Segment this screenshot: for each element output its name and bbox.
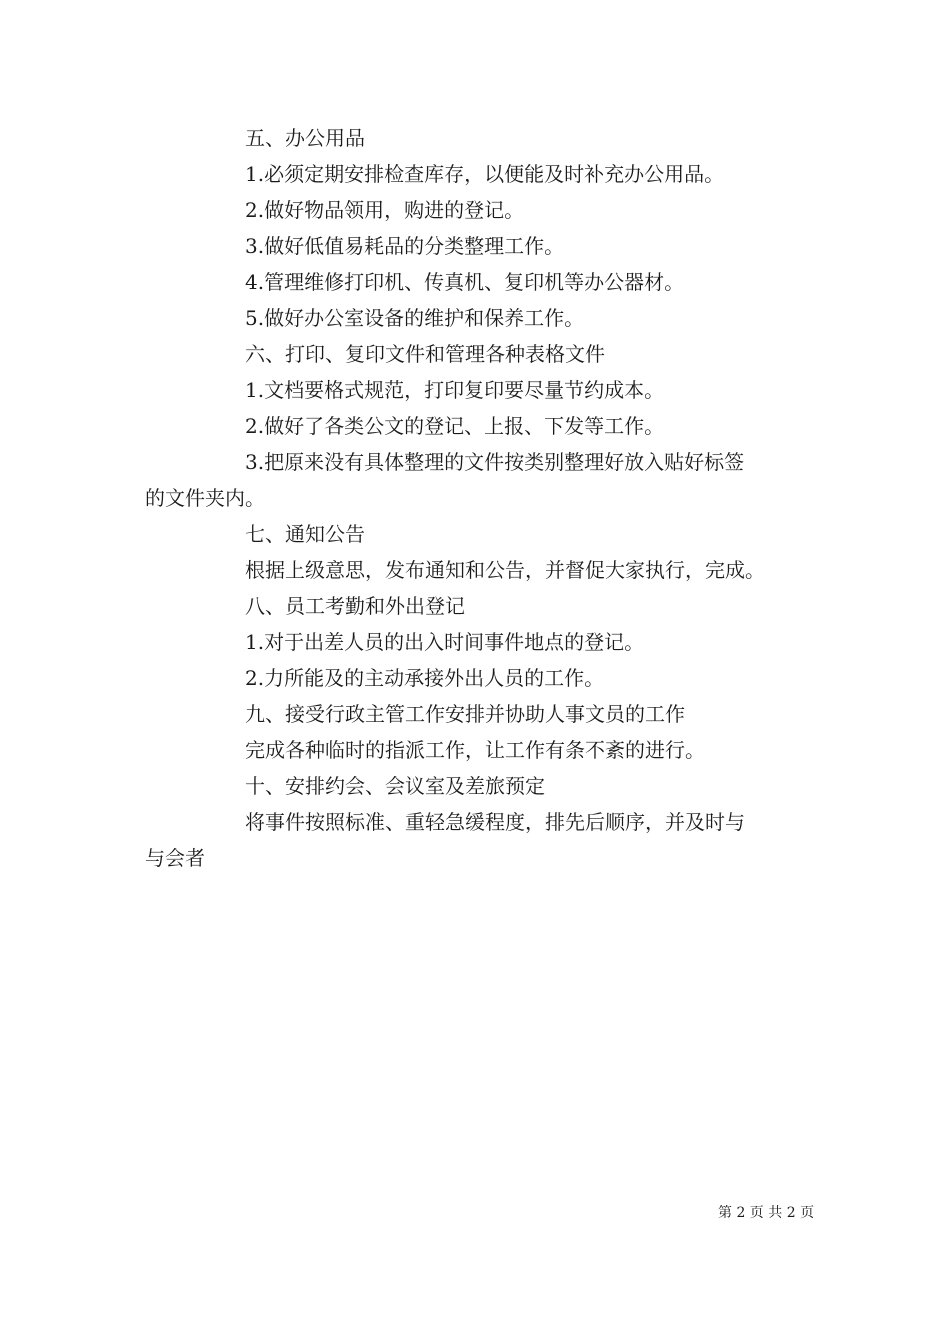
paragraph-line: 六、打印、复印文件和管理各种表格文件 — [245, 342, 605, 366]
document-body — [145, 120, 813, 876]
paragraph-line: 1.对于出差人员的出入时间事件地点的登记。 — [245, 630, 645, 654]
paragraph-line: 将事件按照标准、重轻急缓程度，排先后顺序，并及时与 — [245, 810, 745, 834]
paragraph-line: 1.必须定期安排检查库存，以便能及时补充办公用品。 — [245, 162, 725, 186]
paragraph-line: 4.管理维修打印机、传真机、复印机等办公器材。 — [245, 270, 685, 294]
paragraph-line: 2.做好了各类公文的登记、上报、下发等工作。 — [245, 414, 665, 438]
paragraph-line: 九、接受行政主管工作安排并协助人事文员的工作 — [245, 702, 685, 726]
paragraph-line: 的文件夹内。 — [145, 486, 265, 510]
paragraph-line: 3.做好低值易耗品的分类整理工作。 — [245, 234, 565, 258]
paragraph-line: 5.做好办公室设备的维护和保养工作。 — [245, 306, 585, 330]
paragraph-line: 2.力所能及的主动承接外出人员的工作。 — [245, 666, 605, 690]
paragraph-line: 五、办公用品 — [245, 126, 365, 150]
paragraph-line: 2.做好物品领用，购进的登记。 — [245, 198, 525, 222]
page-number-footer: 第 2 页 共 2 页 — [718, 1205, 815, 1221]
paragraph-line: 十、安排约会、会议室及差旅预定 — [245, 774, 545, 798]
paragraph-line: 与会者 — [145, 846, 205, 870]
paragraph-line: 3.把原来没有具体整理的文件按类别整理好放入贴好标签 — [245, 450, 745, 474]
paragraph-line: 八、员工考勤和外出登记 — [245, 594, 465, 618]
paragraph-line: 七、通知公告 — [245, 522, 365, 546]
paragraph-line: 完成各种临时的指派工作，让工作有条不紊的进行。 — [245, 738, 705, 762]
paragraph-line: 1.文档要格式规范，打印复印要尽量节约成本。 — [245, 378, 665, 402]
paragraph-line: 根据上级意思，发布通知和公告，并督促大家执行，完成。 — [245, 558, 765, 582]
